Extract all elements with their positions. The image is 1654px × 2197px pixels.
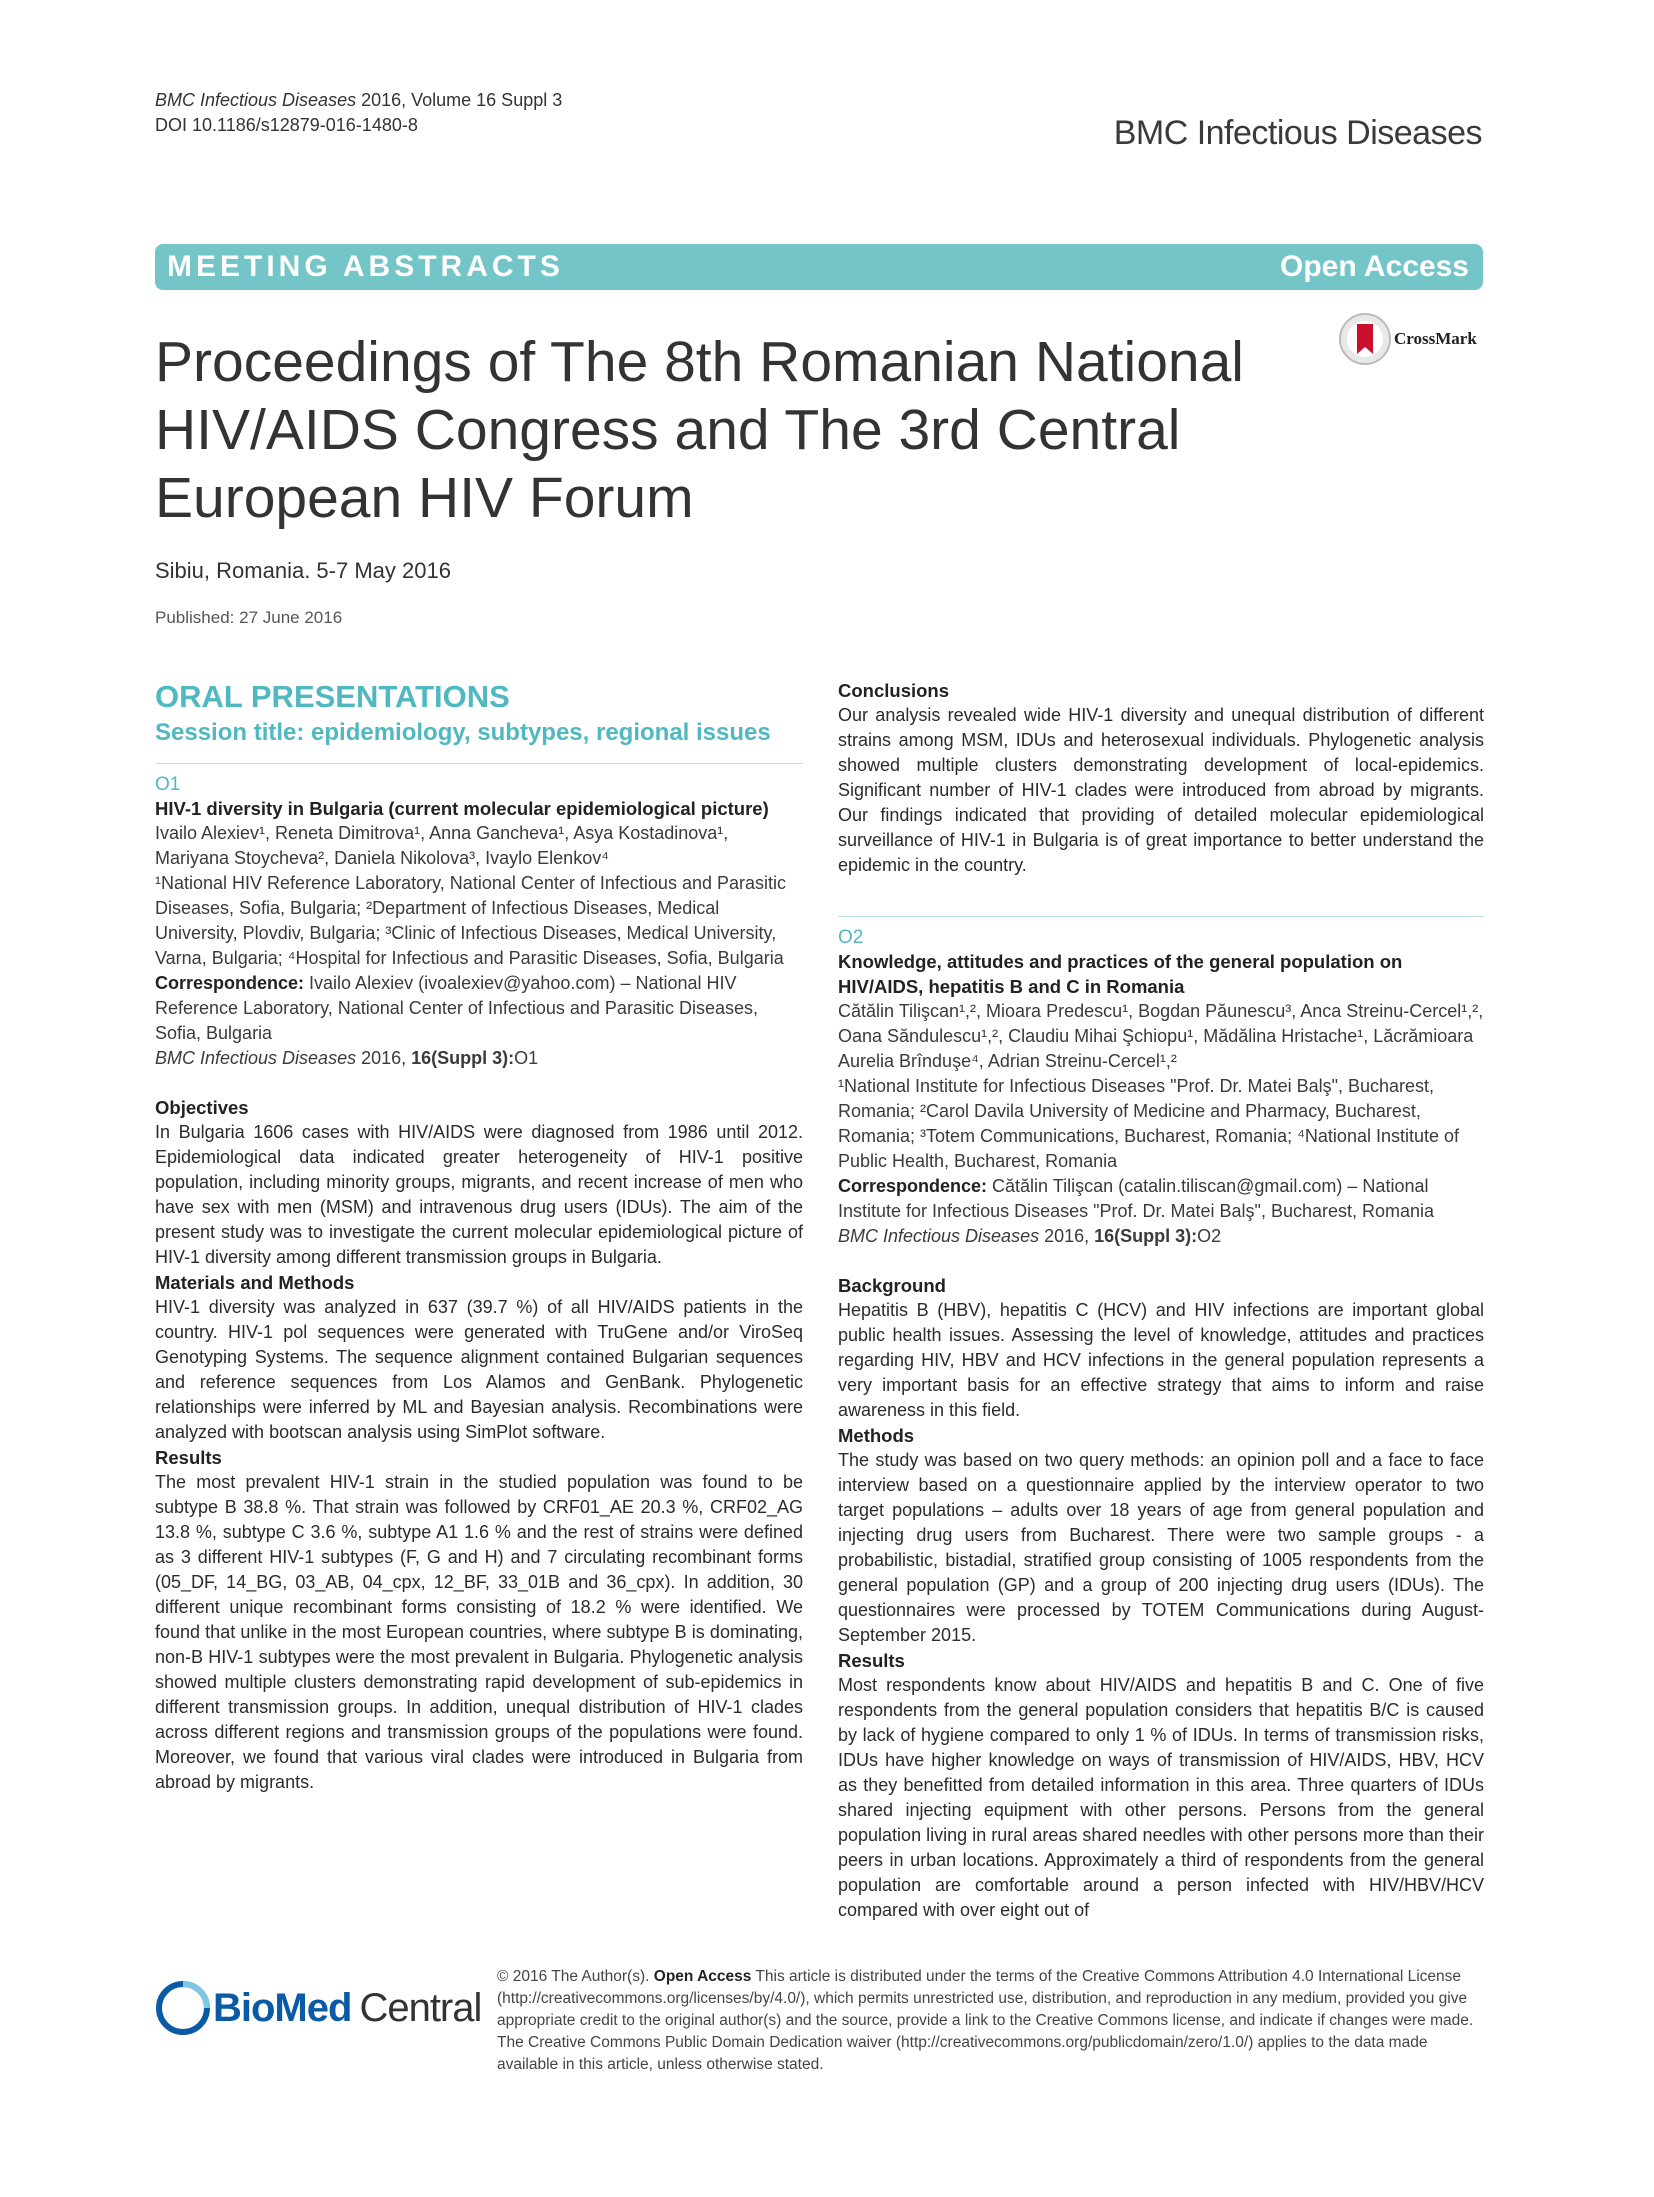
abstract-citation (838, 1224, 1484, 1249)
banner-meeting-abstracts: MEETING ABSTRACTS (167, 250, 564, 283)
conclusions-heading: Conclusions (838, 680, 950, 701)
logo-biomed-text: BioMed (213, 1985, 352, 2030)
abstract-id: O1 (155, 774, 181, 795)
copyright: © 2016 The Author(s). (497, 1968, 650, 1985)
abstract-title: Knowledge, attitudes and practices of the general population on HIV/AIDS, hepatitis B and C in Romania (838, 951, 1403, 997)
session-title: Session title: epidemiology, subtypes, regional issues (155, 719, 771, 746)
abstract-authors: Ivailo Alexiev¹, Reneta Dimitrova¹, Anna Gancheva¹, Asya Kostadinova¹, Mariyana Stoycheva², Daniela Nikolova³, Ivaylo Elenkov⁴ (155, 823, 729, 868)
published-date: Published: 27 June 2016 (155, 608, 343, 627)
crossmark-label: CrossMark (1394, 329, 1477, 348)
logo-central-text: Central (359, 1985, 482, 2030)
cite-year: 2016, (356, 1048, 412, 1068)
methods-heading: Materials and Methods (155, 1272, 355, 1293)
abstract-affiliations: ¹National HIV Reference Laboratory, National Center of Infectious and Parasitic Diseases, Sofia, Bulgaria; ²Department of Infectious Diseases, Medical University, Plovdiv, Bulgaria; ³Clinic of Infectious Diseases, Medical University, Varna, Bulgaria; ⁴Hospital for Infectious and Parasitic Diseases, Sofia, Bulgaria (155, 873, 786, 968)
crossmark-badge[interactable] (1338, 312, 1477, 366)
abstract-authors: Cătălin Tilişcan¹,², Mioara Predescu¹, Bogdan Păunescu³, Anca Streinu-Cercel¹,², Oana Săndulescu¹,², Claudiu Mihai Şchiopu¹, Mădălina Hristache¹, Lăcrămioara Aurelia Brînduşe⁴, Adrian Streinu-Cercel¹,² (838, 1001, 1484, 1071)
license-text: This article is distributed under the terms of the Creative Commons Attribution 4.0 International License (http://creativecommons.org/licenses/by/4.0/), which permits unrestricted use, distribution, and reproduction in any medium, provided you give appropriate credit to the original author(s) and the source, provide a link to the Creative Commons license, and indicate if changes were made. The Creative Commons Public Domain Dedication waiver (http://creativecommons.org/publicdomain/zero/1.0/) applies to the data made available in this article, unless otherwise stated. (497, 1968, 1474, 2073)
section-heading: ORAL PRESENTATIONS (155, 679, 510, 714)
journal-citation (155, 88, 562, 138)
abstract-title: HIV-1 diversity in Bulgaria (current molecular epidemiological picture) (155, 798, 769, 819)
results-text: Most respondents know about HIV/AIDS and hepatitis B and C. One of five respondents from the general population considers that hepatitis B/C is caused by lack of hygiene compared to only 1 % of IDUs. In terms of transmission risks, IDUs have higher knowledge on ways of transmission of HIV/AIDS, HBV, HCV as they benefitted from detailed information in this area. Three quarters of IDUs shared injecting equipment with other persons. Persons from the general population living in rural areas shared needles with other persons more than their peers in urban locations. Approximately a third of respondents from the general population are comfortable around a person infected with HIV/HBV/HCV compared with over eight out of (838, 1675, 1484, 1920)
section-banner (155, 244, 1483, 290)
banner-open-access: Open Access (1280, 250, 1469, 283)
paper-title: Proceedings of The 8th Romanian National HIV/AIDS Congress and The 3rd Central European HIV Forum (155, 330, 1244, 530)
journal-name: BMC Infectious Diseases (1113, 114, 1482, 152)
methods-heading: Methods (838, 1425, 915, 1446)
correspondence (838, 1174, 1484, 1224)
divider (838, 916, 1484, 917)
spacer (838, 1249, 1484, 1273)
abstract-citation (155, 1046, 803, 1071)
divider (155, 763, 803, 764)
correspondence-label: Correspondence: (838, 1176, 988, 1196)
open-access-label: Open Access (653, 1968, 752, 1985)
crossmark-icon (1338, 312, 1392, 366)
cite-journal: BMC Infectious Diseases (838, 1226, 1040, 1246)
cite-id: O1 (514, 1048, 539, 1068)
objectives-heading: Objectives (155, 1097, 249, 1118)
background-heading: Background (838, 1275, 946, 1296)
license-notice (497, 1966, 1487, 2076)
objectives-text: In Bulgaria 1606 cases with HIV/AIDS were diagnosed from 1986 until 2012. Epidemiological data indicated greater heterogeneity of HIV-1 positive population, including minority groups, migrants, and recent increase of men who have sex with men (MSM) and intravenous drug users (IDUs). The aim of the present study was to investigate the current molecular epidemiological picture of HIV-1 diversity among different transmission groups in Bulgaria. (155, 1122, 803, 1267)
correspondence-text: Ivailo Alexiev (ivoalexiev@yahoo.com) – National HIV Reference Laboratory, National Center of Infectious and Parasitic Diseases, Sofia, Bulgaria (155, 973, 758, 1043)
left-column (155, 678, 803, 1795)
biomed-central-logo (155, 1980, 481, 2036)
cite-id: O2 (1197, 1226, 1222, 1246)
correspondence-text: Cătălin Tilişcan (catalin.tiliscan@gmail.com) – National Institute for Infectious Diseases "Prof. Dr. Matei Balş", Bucharest, Romania (838, 1176, 1435, 1221)
doi[interactable]: DOI 10.1186/s12879-016-1480-8 (155, 115, 418, 135)
cite-journal: BMC Infectious Diseases (155, 1048, 357, 1068)
results-text: The most prevalent HIV-1 strain in the studied population was found to be subtype B 38.8 %. That strain was followed by CRF01_AE 20.3 %, CRF02_AG 13.8 %, subtype C 3.6 %, subtype A1 1.6 % and the rest of strains were defined as 3 different HIV-1 subtypes (F, G and H) and 7 circulating recombinant forms (05_DF, 14_BG, 03_AB, 04_cpx, 12_BF, 33_01B and 36_cpx). In addition, 30 different unique recombinant forms consisting of 18.2 % were identified. We found that unlike in the most European countries, where subtype B is dominating, non-B HIV-1 subtypes were the most prevalent in Bulgaria. Phylogenetic analysis showed multiple clusters demonstrating rapid development of sub-epidemics in different transmission groups. In addition, unequal distribution of HIV-1 clades across different regions and transmission groups of the populations were found. Moreover, we found that various viral clades were introduced in Bulgaria from abroad by migrants. (155, 1472, 803, 1792)
abstract-id: O2 (838, 927, 864, 948)
abstract-affiliations: ¹National Institute for Infectious Diseases "Prof. Dr. Matei Balş", Bucharest, Romania; ²Carol Davila University of Medicine and Pharmacy, Bucharest, Romania; ³Totem Communications, Bucharest, Romania; ⁴National Institute of Public Health, Bucharest, Romania (838, 1076, 1460, 1171)
correspondence (155, 971, 803, 1046)
conclusions-text: Our analysis revealed wide HIV-1 diversity and unequal distribution of different strains among MSM, IDUs and heterosexual individuals. Phylogenetic analysis showed multiple clusters demonstrating development of local-epidemics. Significant number of HIV-1 clades were introduced from abroad by migrants. Our findings indicated that providing of detailed molecular epidemiological surveillance of HIV-1 in Bulgaria is of great importance to better understand the epidemic in the country. (838, 705, 1484, 875)
results-heading: Results (155, 1447, 222, 1468)
cite-volume: 16(Suppl 3): (1094, 1226, 1198, 1246)
methods-text: HIV-1 diversity was analyzed in 637 (39.7 %) of all HIV/AIDS patients in the country. HIV-1 pol sequences were generated with TruGene and/or ViroSeq Genotyping Systems. The sequence alignment contained Bulgarian sequences and reference sequences from Los Alamos and GenBank. Phylogenetic relationships were inferred by ML and Bayesian analysis. Recombinations were analyzed with bootscan analysis using SimPlot software. (155, 1297, 803, 1442)
correspondence-label: Correspondence: (155, 973, 305, 993)
results-heading: Results (838, 1650, 905, 1671)
right-column (838, 678, 1484, 1923)
background-text: Hepatitis B (HBV), hepatitis C (HCV) and HIV infections are important global public health issues. Assessing the level of knowledge, attitudes and practices regarding HIV, HBV and HCV infections in the general population represents a very important basis for an effective strategy that aims to inform and raise awareness in this field. (838, 1300, 1484, 1420)
spacer (155, 1071, 803, 1095)
journal-volume: 2016, Volume 16 Suppl 3 (356, 90, 563, 110)
methods-text: The study was based on two query methods: an opinion poll and a face to face interview based on a questionnaire applied by the interview operator to two target populations – adults over 18 years of age from general population and injecting drug users from Bucharest. There were two sample groups - a probabilistic, bistadial, stratified group consisting of 1005 respondents from the general population (GP) and a group of 200 injecting drug users (IDUs). The questionnaires were processed by TOTEM Communications during August-September 2015. (838, 1450, 1484, 1645)
meeting-location-date: Sibiu, Romania. 5-7 May 2016 (155, 558, 451, 583)
cite-volume: 16(Suppl 3): (411, 1048, 515, 1068)
biomed-circle-icon (155, 1980, 211, 2036)
journal-italic: BMC Infectious Diseases (155, 90, 357, 110)
cite-year: 2016, (1039, 1226, 1095, 1246)
